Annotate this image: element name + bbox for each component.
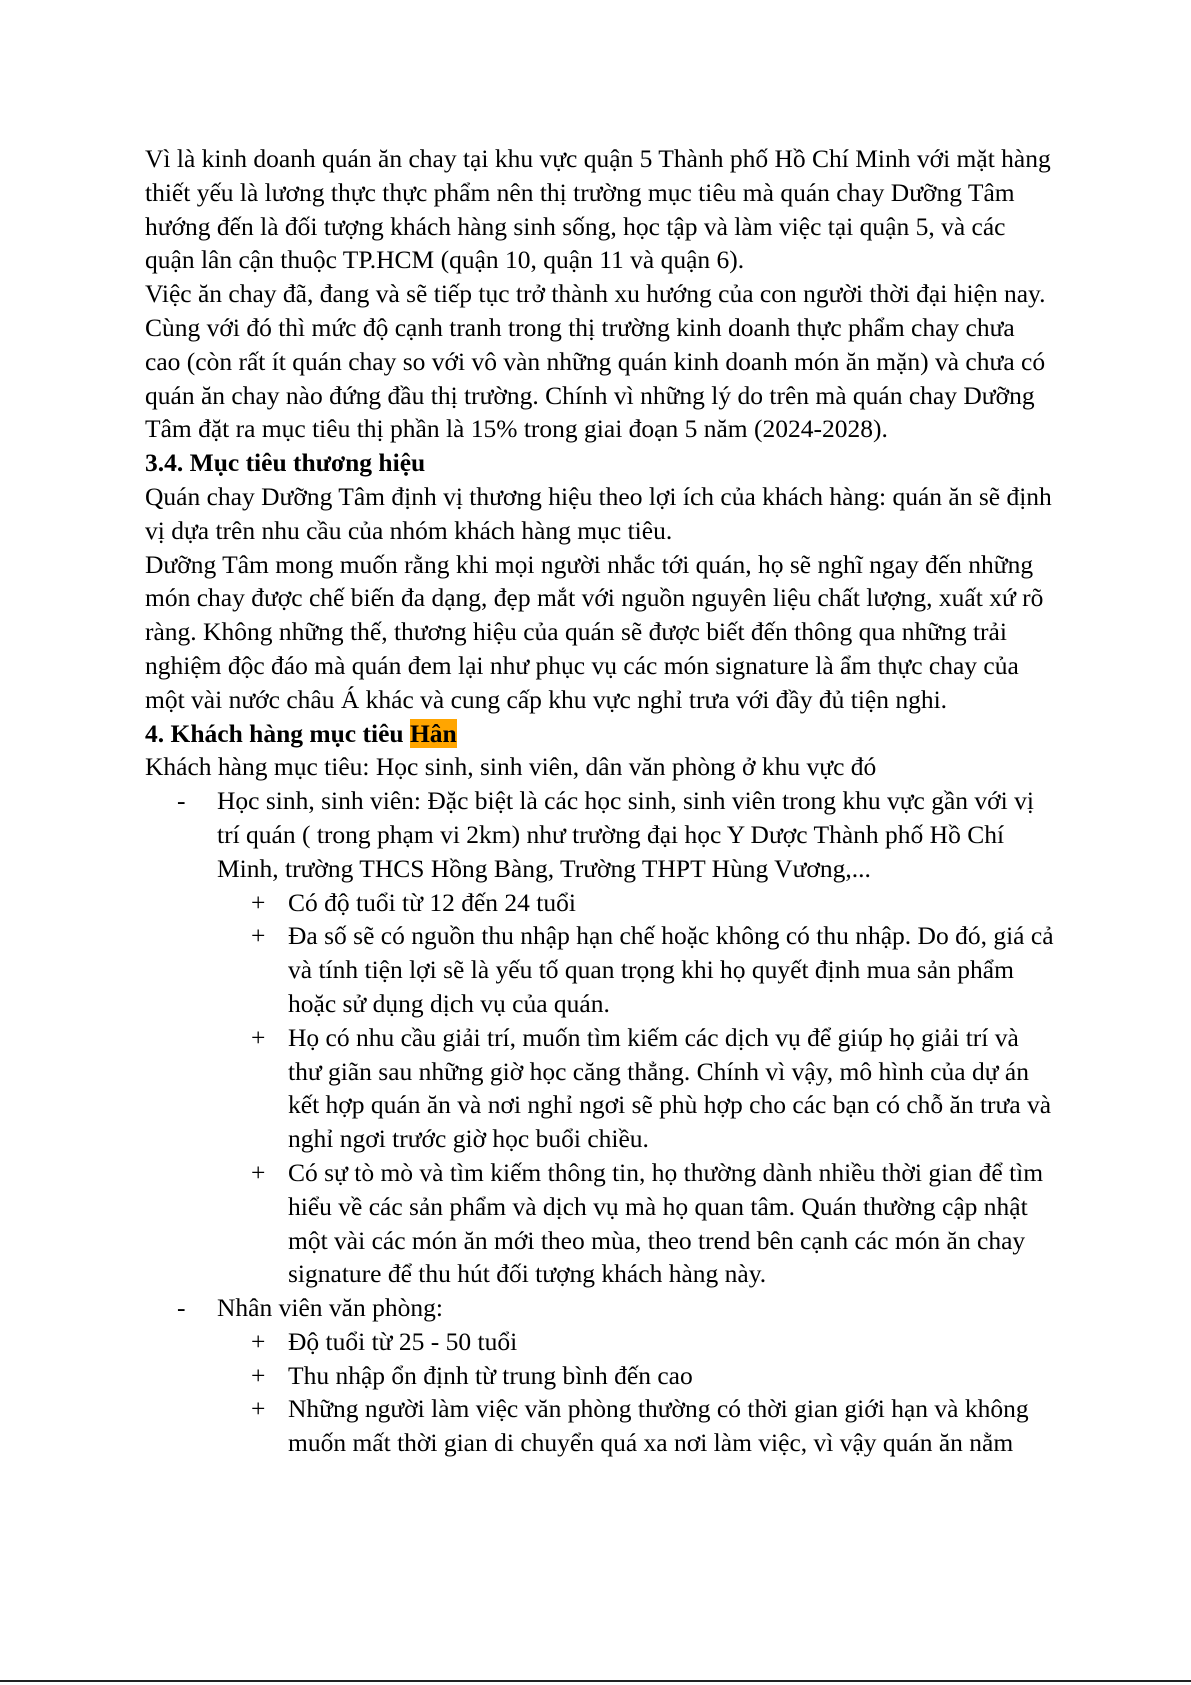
plus-bullet: + — [251, 921, 266, 951]
section-3-4-paragraph-2: Dưỡng Tâm mong muốn rằng khi mọi người nhắc tới quán, họ sẽ nghĩ ngay đến những món chay được chế biến đa dạng, đẹp mắt với nguồn nguyên liệu chất lượng, xuất xứ rõ ràng. Không những thế, thương hiệu của quán sẽ được biết đến thông qua những trải nghiệm độc đáo mà quán đem lại như phục vụ các món signature là ẩm thực chay của một vài nước châu Á khác và cung cấp khu vực nghỉ trưa với đầy đủ tiện nghi. — [145, 549, 1044, 714]
sub-list-item-text: Thu nhập ổn định từ trung bình đến cao — [288, 1360, 693, 1390]
sub-list-item-text: Có sự tò mò và tìm kiếm thông tin, họ thường dành nhiều thời gian để tìm hiểu về các sản phẩm và dịch vụ mà họ quan tâm. Quán thường cập nhật một vài các món ăn mới theo mùa, theo trend bên cạnh các món ăn chay signature để thu hút đối tượng khách hàng này. — [288, 1157, 1044, 1289]
intro-paragraph-2: Việc ăn chay đã, đang và sẽ tiếp tục trở thành xu hướng của con người thời đại hiện nay. Cùng với đó thì mức độ cạnh tranh trong thị trường kinh doanh thực phẩm chay chưa cao (còn rất ít quán chay so với vô vàn những quán kinh doanh món ăn mặn) và chưa có quán ăn chay nào đứng đầu thị trường. Chính vì những lý do trên mà quán chay Dưỡng Tâm đặt ra mục tiêu thị phần là 15% trong giai đoạn 5 năm (2024-2028). — [145, 279, 1046, 444]
sub-list-item-text: Những người làm việc văn phòng thường có thời gian giới hạn và không muốn mất thời gian di chuyển quá xa nơi làm việc, vì vậy quán ăn nằm — [288, 1394, 1029, 1458]
plus-bullet: + — [251, 1022, 266, 1052]
section-3-4-heading: 3.4. Mục tiêu thương hiệu — [145, 448, 426, 478]
section-4-intro: Khách hàng mục tiêu: Học sinh, sinh viên, dân văn phòng ở khu vực đó — [145, 752, 877, 782]
plus-bullet: + — [251, 1157, 266, 1187]
intro-paragraph-1: Vì là kinh doanh quán ăn chay tại khu vực quận 5 Thành phố Hồ Chí Minh với mặt hàng thiết yếu là lương thực thực phẩm nên thị trường mục tiêu mà quán chay Dưỡng Tâm hướng đến là đối tượng khách hàng sinh sống, học tập và làm việc tại quận 5, và các quận lân cận thuộc TP.HCM (quận 10, quận 11 và quận 6). — [145, 144, 1051, 275]
sub-list-item — [145, 1392, 1055, 1460]
list-item-office-workers — [145, 1291, 1055, 1325]
sub-list-item — [145, 919, 1055, 1020]
plus-bullet: + — [251, 1394, 266, 1424]
sub-list-item-text: Họ có nhu cầu giải trí, muốn tìm kiếm các dịch vụ để giúp họ giải trí và thư giãn sau những giờ học căng thẳng. Chính vì vậy, mô hình của dự án kết hợp quán ăn và nơi nghỉ ngơi sẽ phù hợp cho các bạn có chỗ ăn trưa và nghỉ ngơi trước giờ học buổi chiều. — [288, 1022, 1052, 1154]
highlighted-name: Hân — [409, 718, 457, 748]
dash-bullet: - — [177, 1293, 186, 1323]
sub-list-item-text: Có độ tuổi từ 12 đến 24 tuổi — [288, 887, 576, 917]
list-item-text: Học sinh, sinh viên: Đặc biệt là các học sinh, sinh viên trong khu vực gần với vị trí quán ( trong phạm vi 2km) như trường đại học Y Dược Thành phố Hồ Chí Minh, trường THCS Hồng Bàng, Trường THPT Hùng Vương,... — [217, 786, 1034, 883]
sub-list-item — [145, 886, 1055, 920]
list-item-text: Nhân viên văn phòng: — [217, 1293, 443, 1323]
sub-list-item — [145, 1359, 1055, 1393]
plus-bullet: + — [251, 1326, 266, 1356]
list-item-students — [145, 784, 1055, 885]
sub-list-item-text: Đa số sẽ có nguồn thu nhập hạn chế hoặc không có thu nhập. Do đó, giá cả và tính tiện lợi sẽ là yếu tố quan trọng khi họ quyết định mua sản phẩm hoặc sử dụng dịch vụ của quán. — [288, 921, 1054, 1018]
sub-list-item — [145, 1021, 1055, 1156]
plus-bullet: + — [251, 887, 266, 917]
sub-list-item — [145, 1325, 1055, 1359]
page-bottom-edge — [0, 1680, 1191, 1682]
plus-bullet: + — [251, 1360, 266, 1390]
sub-list-item — [145, 1156, 1055, 1291]
section-4-heading: 4. Khách hàng mục tiêu — [145, 718, 404, 748]
sub-list-item-text: Độ tuổi từ 25 - 50 tuổi — [288, 1326, 518, 1356]
section-4-heading-line — [145, 717, 1055, 751]
dash-bullet: - — [177, 786, 186, 816]
section-3-4-paragraph-1: Quán chay Dưỡng Tâm định vị thương hiệu theo lợi ích của khách hàng: quán ăn sẽ định vị dựa trên nhu cầu của nhóm khách hàng mục tiêu. — [145, 481, 1052, 545]
document-page — [145, 142, 1055, 1460]
